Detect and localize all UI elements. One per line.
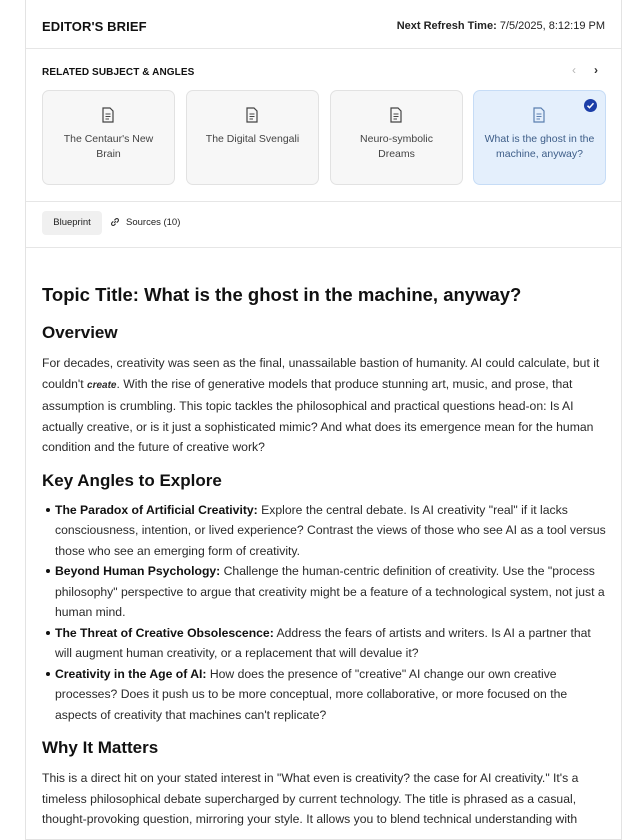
document-icon (245, 107, 259, 123)
angles-section-title: RELATED SUBJECT & ANGLES (42, 67, 195, 78)
overview-paragraph: For decades, creativity was seen as the final, unassailable bastion of humanity. AI could calculate, but it couldn't create. With the rise of generative models that produce stunning art, music, and prose, that assumption is crumbling. This topic tackles the philosophical and practical questions head-on: Is AI actually creative, or is it just a sophisticated mimic? And what does its emergence mean for the human condition and the future of creative work? (42, 356, 600, 454)
angle-card-label: The Digital Svengali (205, 133, 300, 145)
divider (26, 201, 621, 202)
document-icon (532, 107, 546, 123)
why-it-matters-paragraph: This is a direct hit on your stated interest in "What even is creativity? the case for AI creativity." It's a timeless philosophical debate supercharged by current technology. The title is phrased as a casual, thought-provoking question, mirroring your style. It allows you to blend technical understanding with (42, 771, 579, 826)
blueprint-content (42, 283, 610, 830)
angle-card-ghost-in-the-machine[interactable] (473, 90, 606, 185)
list-item: The Threat of Creative Obsolescence: Address the fears of artists and writers. Is AI a partner that will augment human creativity, or a replacement that will devalue it? (55, 623, 610, 664)
refresh-value: 7/5/2025, 8:12:19 PM (499, 20, 605, 32)
brief-header (26, 0, 621, 49)
angle-card-digital-svengali[interactable] (186, 90, 319, 185)
chevron-left-icon[interactable]: ‹ (572, 63, 576, 77)
brief-title: EDITOR'S BRIEF (42, 19, 147, 34)
topic-title: Topic Title: What is the ghost in the machine, anyway? (42, 284, 522, 305)
sources-label: Sources (10) (126, 217, 181, 228)
chevron-right-icon[interactable]: › (594, 63, 598, 77)
angle-card-label: What is the ghost in the machine, anyway? (484, 133, 595, 160)
next-refresh-time (397, 20, 605, 32)
angle-card-label: Neuro-symbolic Dreams (360, 133, 433, 160)
tab-sources[interactable] (110, 211, 180, 235)
emphasis-create: create (87, 379, 117, 391)
angle-card-centaurs-new-brain[interactable] (42, 90, 175, 185)
overview-heading: Overview (42, 323, 118, 342)
refresh-label: Next Refresh Time: (396, 20, 497, 32)
document-icon (389, 107, 403, 123)
key-angles-heading: Key Angles to Explore (42, 470, 222, 490)
angle-cards (42, 90, 607, 186)
divider (26, 247, 621, 248)
document-icon (101, 107, 115, 123)
why-it-matters-heading: Why It Matters (42, 738, 159, 757)
list-item: Beyond Human Psychology: Challenge the human-centric definition of creativity. Use the "process philosophy" perspective to argue that creativity might be a feature of a technological system, not just a human mind. (55, 561, 610, 623)
link-icon (110, 217, 120, 227)
angles-header (26, 49, 621, 89)
editors-brief-panel (25, 0, 622, 840)
list-item: Creativity in the Age of AI: How does the presence of "creative" AI change our own creative processes? Does it push us to be more conceptual, more collaborative, or more focused on the aspects of creativity that machines can't replicate? (55, 664, 610, 726)
selected-check-icon (584, 99, 597, 112)
angle-card-label: The Centaur's New Brain (63, 133, 154, 160)
key-angles-list (42, 500, 610, 726)
tab-blueprint[interactable]: Blueprint (42, 211, 102, 235)
list-item: The Paradox of Artificial Creativity: Explore the central debate. Is AI creativity "real" if it lacks consciousness, intention, or lived experience? Contrast the views of those who see AI as a tool versus those who see an emerging form of creativity. (55, 500, 610, 562)
angle-card-neuro-symbolic-dreams[interactable] (330, 90, 463, 185)
